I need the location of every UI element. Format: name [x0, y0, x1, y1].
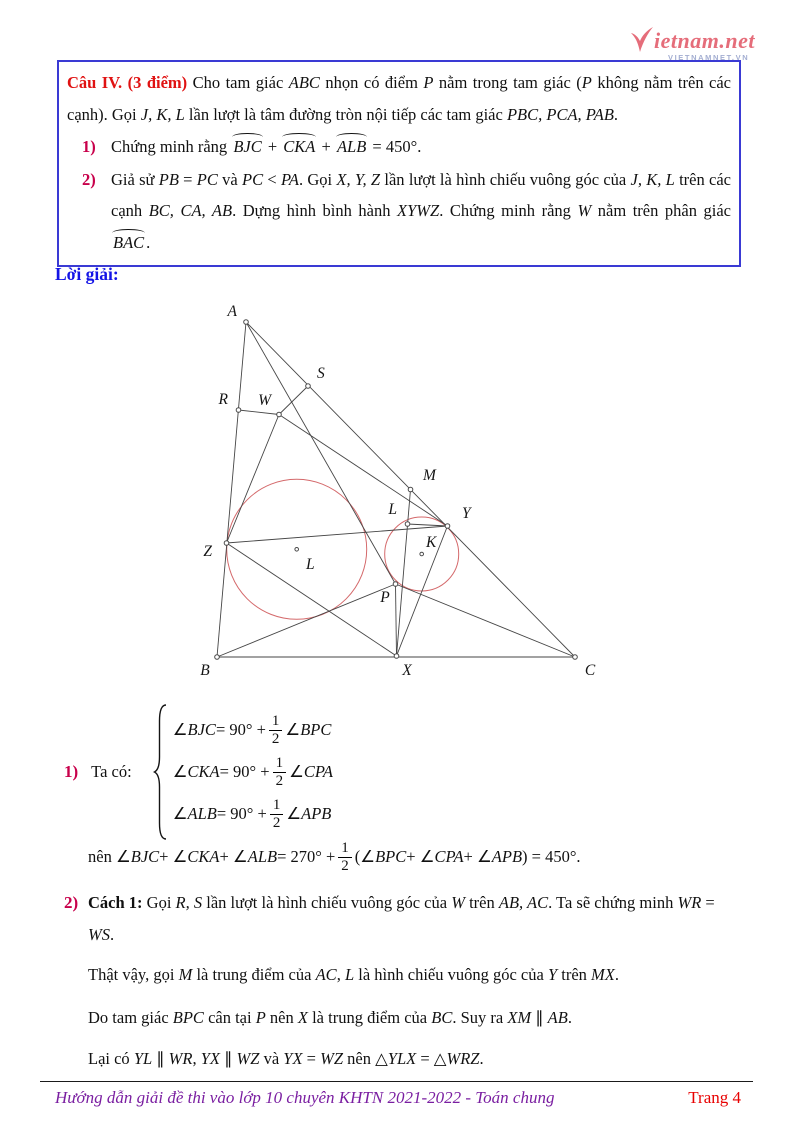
label-P: P	[380, 589, 390, 606]
solution-part-1	[64, 703, 333, 841]
center-label-incircle-PCA: K	[426, 534, 437, 551]
segment-WR	[239, 410, 280, 415]
segment-XM	[397, 490, 411, 657]
label-R: R	[218, 391, 228, 408]
segment-PC	[396, 584, 576, 657]
vietnamnet-logo-main	[630, 26, 755, 54]
cases-brace-icon	[152, 703, 168, 841]
label-B: B	[200, 662, 210, 679]
problem-item-1-number: 1)	[82, 137, 96, 156]
part-2-p1-text: Cách 1: Gọi R, S lần lượt là hình chiếu vuông góc của W trên AB, AC. Ta sẽ chứng minh WR = WS.	[88, 893, 715, 944]
part-1-number: 1)	[64, 762, 79, 781]
point-Z	[224, 541, 229, 546]
problem-item-2-text: Giả sử PB = PC và PC < PA. Gọi X, Y, Z lần lượt là hình chiếu vuông góc của J, K, L trên các cạnh BC, CA, AB. Dựng hình bình hành XYWZ. Chứng minh rằng W nằm trên phân giác BAC .	[111, 169, 732, 252]
cases-rows	[173, 709, 333, 835]
part-2-number: 2)	[64, 893, 79, 912]
segment-WS	[279, 386, 308, 415]
vietnamnet-logo	[630, 26, 780, 64]
center-incircle-PAB	[295, 548, 299, 552]
segment-ZW	[227, 415, 280, 544]
point-S	[306, 384, 311, 389]
segment-AB	[217, 322, 246, 657]
point-M	[408, 487, 413, 492]
point-P	[393, 582, 398, 587]
solution-part-2-p1	[64, 887, 738, 950]
vietnamnet-v-icon	[630, 26, 654, 54]
point-C	[573, 655, 578, 660]
point-R	[236, 408, 241, 413]
footer-page-number: Trang 4	[688, 1088, 741, 1107]
problem-item-2	[67, 164, 731, 259]
point-W	[277, 412, 282, 417]
point-L	[405, 522, 410, 527]
label-L: L	[388, 501, 397, 518]
label-W: W	[258, 392, 271, 409]
case-equation-1: ∠ BJC = 90° + $\frac{1}{2}$ ∠ BPC	[172, 712, 332, 747]
problem-item-1-text: Chứng minh rằng BJC + CKA + ALB = 450°.	[111, 137, 422, 156]
segment-XY	[397, 526, 448, 656]
point-Y	[445, 524, 450, 529]
label-S: S	[317, 365, 325, 382]
center-incircle-PCA	[420, 552, 424, 556]
label-Z: Z	[203, 543, 212, 560]
part-1-conclusion: nên ∠ BJC + ∠ CKA + ∠ ALB = 270° + $\frac{1}{2}$ (∠ BPC + ∠ CPA + ∠ APB ) = 450°.	[88, 839, 581, 874]
label-C: C	[584, 662, 596, 679]
segment-ZY	[227, 526, 448, 543]
point-A	[244, 320, 249, 325]
logo-brand-text: ietnam.net	[654, 28, 755, 53]
segment-YL	[408, 524, 448, 526]
center-label-incircle-PAB: L	[306, 556, 315, 573]
segment-PX	[396, 584, 397, 656]
label-M: M	[423, 467, 436, 484]
segment-PA	[246, 322, 396, 584]
solution-heading: Lời giải:	[55, 264, 119, 284]
case-equation-3: ∠ ALB = 90° + $\frac{1}{2}$ ∠ APB	[172, 796, 332, 831]
solution-part-2-p2: Thật vậy, gọi M là trung điểm của AC, L là hình chiếu vuông góc của Y trên MX.	[88, 965, 619, 984]
point-B	[215, 655, 220, 660]
problem-item-2-number: 2)	[82, 169, 96, 189]
part-1-intro: Ta có:	[91, 762, 132, 781]
solution-part-2-p3: Do tam giác BPC cân tại P nên X là trung điểm của BC. Suy ra XM ∥ AB.	[88, 1008, 572, 1027]
problem-statement-box	[57, 60, 741, 267]
case-equation-2: ∠ CKA = 90° + $\frac{1}{2}$ ∠ CPA	[172, 754, 333, 789]
label-Y: Y	[462, 505, 471, 522]
problem-intro: Câu IV. (3 điểm) Cho tam giác ABC nhọn có điểm P nằm trong tam giác (P không nằm trên các cạnh). Gọi J, K, L lần lượt là tâm đường tròn nội tiếp các tam giác PBC, PCA, PAB.	[67, 73, 732, 124]
footer-document-title: Hướng dẫn giải đề thi vào lớp 10 chuyên KHTN 2021-2022 - Toán chung	[55, 1088, 555, 1107]
solution-part-2-p4: Lại có YL ∥ WR, YX ∥ WZ và YX = WZ nên △YLX = △WRZ.	[88, 1049, 484, 1068]
label-A: A	[227, 303, 237, 320]
footer-divider	[40, 1081, 753, 1082]
geometry-figure	[150, 298, 615, 688]
problem-item-1	[67, 131, 731, 163]
point-X	[394, 654, 399, 659]
label-X: X	[402, 662, 412, 679]
logo-sub-text: VIETNAMNET.VN	[668, 53, 750, 62]
